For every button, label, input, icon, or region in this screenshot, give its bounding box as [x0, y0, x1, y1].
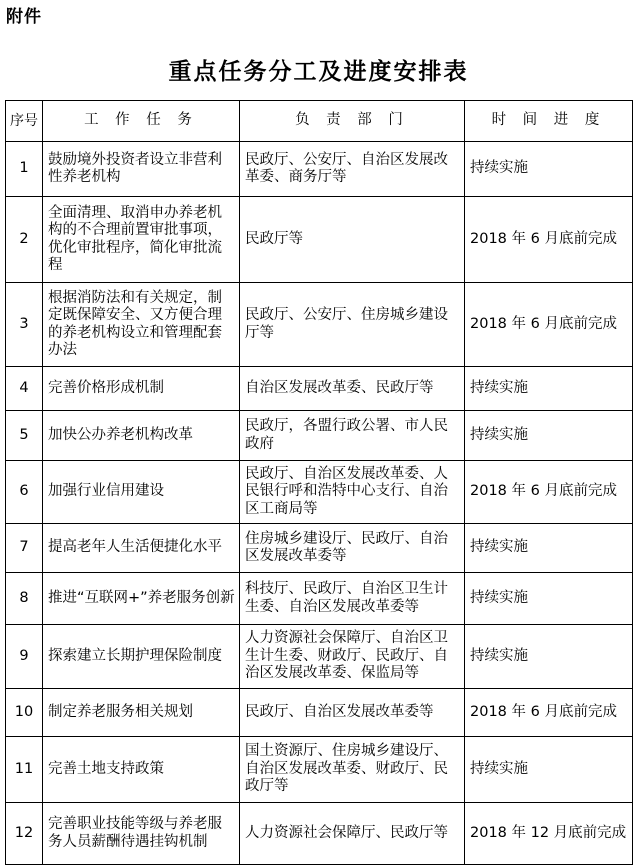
row-dept: 住房城乡建设厅、民政厅、自治区发展改革委等	[240, 524, 465, 573]
page-title: 重点任务分工及进度安排表	[168, 58, 469, 85]
row-task: 完善价格形成机制	[43, 367, 240, 411]
row-number: 8	[6, 573, 43, 625]
attachment-label: 附件	[6, 7, 42, 27]
row-progress: 持续实施	[465, 411, 633, 461]
row-task: 完善土地支持政策	[43, 737, 240, 803]
table-row	[6, 737, 633, 803]
row-number: 4	[6, 367, 43, 411]
row-task: 加快公办养老机构改革	[43, 411, 240, 461]
row-task: 推进“互联网+”养老服务创新	[43, 573, 240, 625]
task-schedule-table	[5, 100, 633, 865]
row-progress: 持续实施	[465, 573, 633, 625]
header-dept: 负 责 部 门	[240, 101, 465, 142]
row-task: 全面清理、取消申办养老机构的不合理前置审批事项，优化审批程序，简化审批流程	[43, 197, 240, 283]
row-number: 7	[6, 524, 43, 573]
table-row	[6, 367, 633, 411]
row-task: 制定养老服务相关规划	[43, 689, 240, 737]
row-progress: 持续实施	[465, 737, 633, 803]
table-row	[6, 803, 633, 865]
row-number: 12	[6, 803, 43, 865]
table-row	[6, 524, 633, 573]
row-task: 根据消防法和有关规定，制定既保障安全、又方便合理的养老机构设立和管理配套办法	[43, 283, 240, 367]
row-progress: 持续实施	[465, 625, 633, 689]
table-row	[6, 625, 633, 689]
row-progress: 持续实施	[465, 142, 633, 197]
row-progress: 2018 年 6 月底前完成	[465, 689, 633, 737]
row-dept: 人力资源社会保障厅、自治区卫生计生委、财政厅、民政厅、自治区发展改革委、保监局等	[240, 625, 465, 689]
row-number: 11	[6, 737, 43, 803]
table-row	[6, 689, 633, 737]
row-number: 5	[6, 411, 43, 461]
header-progress: 时 间 进 度	[465, 101, 633, 142]
row-dept: 国土资源厅、住房城乡建设厅、自治区发展改革委、财政厅、民政厅等	[240, 737, 465, 803]
row-progress: 2018 年 6 月底前完成	[465, 197, 633, 283]
row-progress: 2018 年 6 月底前完成	[465, 461, 633, 524]
row-dept: 民政厅等	[240, 197, 465, 283]
table-row	[6, 461, 633, 524]
row-task: 鼓励境外投资者设立非营利性养老机构	[43, 142, 240, 197]
header-seq: 序号	[6, 101, 43, 142]
row-dept: 科技厅、民政厅、自治区卫生计生委、自治区发展改革委等	[240, 573, 465, 625]
row-number: 2	[6, 197, 43, 283]
table-row	[6, 411, 633, 461]
table-row	[6, 142, 633, 197]
row-dept: 民政厅，各盟行政公署、市人民政府	[240, 411, 465, 461]
row-dept: 民政厅、自治区发展改革委等	[240, 689, 465, 737]
table-row	[6, 197, 633, 283]
row-number: 1	[6, 142, 43, 197]
row-task: 加强行业信用建设	[43, 461, 240, 524]
row-dept: 民政厅、公安厅、住房城乡建设厅等	[240, 283, 465, 367]
row-number: 3	[6, 283, 43, 367]
row-task: 提高老年人生活便捷化水平	[43, 524, 240, 573]
row-progress: 2018 年 12 月底前完成	[465, 803, 633, 865]
row-task: 完善职业技能等级与养老服务人员薪酬待遇挂钩机制	[43, 803, 240, 865]
row-progress: 持续实施	[465, 367, 633, 411]
table-row	[6, 573, 633, 625]
row-number: 6	[6, 461, 43, 524]
row-dept: 民政厅、公安厅、自治区发展改革委、商务厅等	[240, 142, 465, 197]
table-row	[6, 283, 633, 367]
row-number: 10	[6, 689, 43, 737]
row-progress: 持续实施	[465, 524, 633, 573]
table-header-row	[6, 101, 633, 142]
row-number: 9	[6, 625, 43, 689]
header-task: 工 作 任 务	[43, 101, 240, 142]
row-dept: 人力资源社会保障厅、民政厅等	[240, 803, 465, 865]
row-dept: 民政厅、自治区发展改革委、人民银行呼和浩特中心支行、自治区工商局等	[240, 461, 465, 524]
row-dept: 自治区发展改革委、民政厅等	[240, 367, 465, 411]
row-task: 探索建立长期护理保险制度	[43, 625, 240, 689]
row-progress: 2018 年 6 月底前完成	[465, 283, 633, 367]
